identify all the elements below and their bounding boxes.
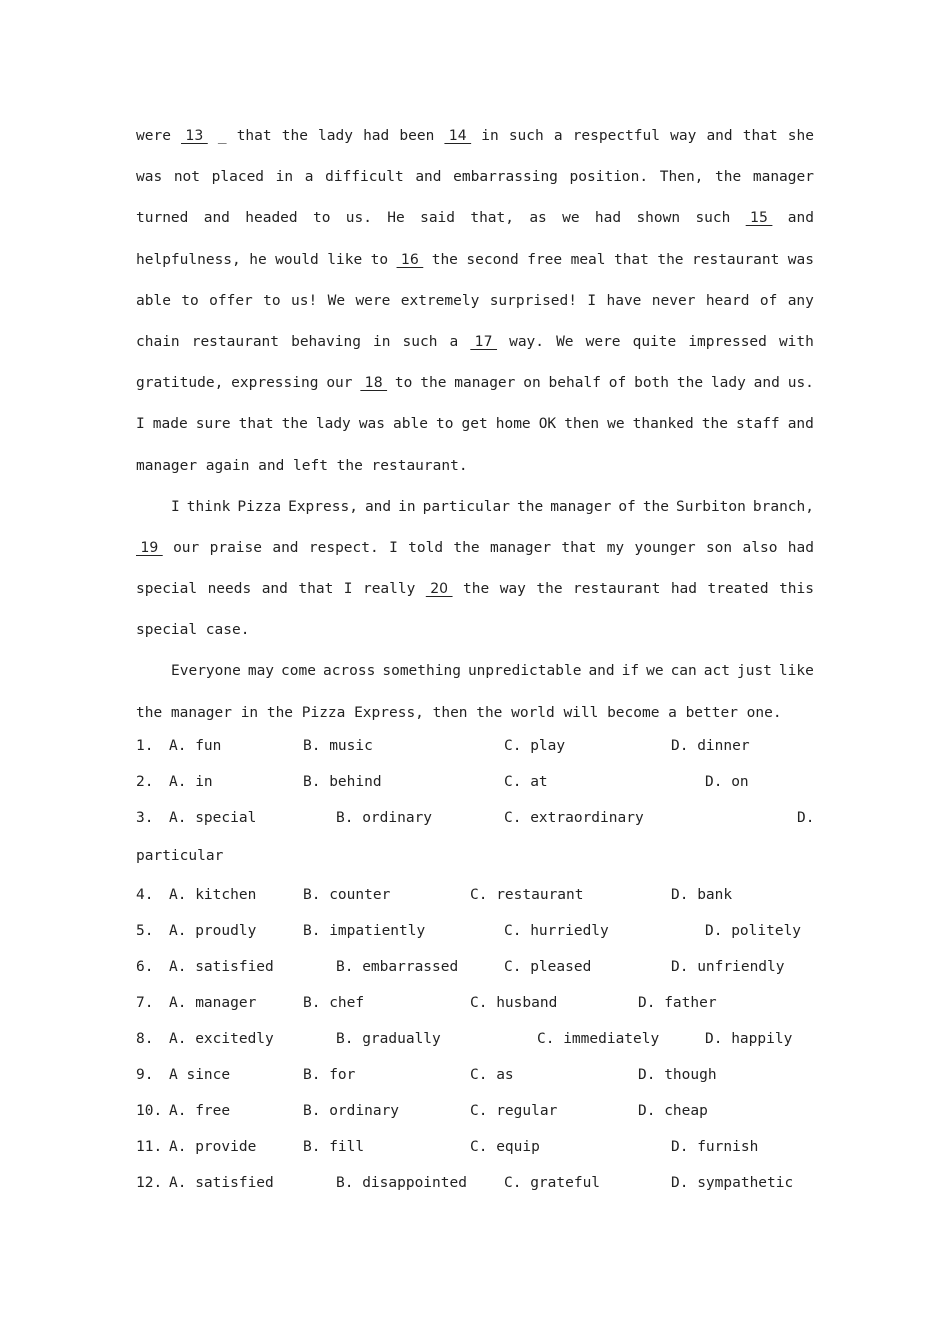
- word: had: [363, 128, 390, 144]
- option-row: [136, 1057, 814, 1093]
- option-a: A. special: [169, 809, 257, 826]
- word: to: [312, 210, 331, 227]
- text-line: [136, 487, 814, 528]
- word: son: [705, 539, 733, 556]
- word: second: [466, 251, 519, 268]
- word: way.: [509, 333, 545, 350]
- word: praise: [209, 539, 262, 556]
- word: to: [370, 251, 389, 268]
- option-b: B. impatiently: [303, 922, 426, 939]
- option-b: B. behind: [303, 773, 382, 790]
- question-number: 8.: [136, 1030, 154, 1047]
- word: the: [266, 704, 294, 721]
- word: the: [281, 416, 308, 433]
- word: respectful: [572, 128, 661, 144]
- option-b: B. embarrassed: [336, 958, 459, 975]
- word: any: [787, 292, 814, 309]
- option-row: [136, 877, 814, 913]
- word: in: [240, 704, 259, 721]
- option-c: C. hurriedly: [504, 922, 609, 939]
- word: had: [594, 210, 622, 227]
- word: one.: [746, 704, 782, 721]
- word: such: [695, 210, 731, 227]
- word: restaurant: [692, 251, 780, 268]
- word: had: [787, 539, 814, 556]
- answer-blank: 20: [425, 581, 453, 598]
- word: to: [394, 375, 413, 392]
- word: the: [642, 498, 670, 515]
- option-c: C. as: [470, 1066, 514, 1083]
- option-d: D. furnish: [671, 1138, 759, 1155]
- word: were: [355, 292, 391, 309]
- word: the: [701, 416, 728, 433]
- word: that: [298, 581, 334, 598]
- word: he: [249, 251, 267, 268]
- text-line: [136, 157, 814, 198]
- word: that: [742, 128, 778, 144]
- option-row: [136, 800, 814, 836]
- word: just: [736, 663, 772, 680]
- word: Pizza: [301, 704, 346, 721]
- word: and: [706, 128, 733, 144]
- text-line: [136, 281, 814, 322]
- option-b: B. fill: [303, 1138, 365, 1155]
- passage: [136, 116, 814, 734]
- word: manager: [550, 498, 612, 515]
- word: the: [676, 375, 704, 392]
- option-c: C. grateful: [504, 1174, 601, 1191]
- word: then: [432, 704, 468, 721]
- option-row: [136, 728, 814, 764]
- word: had: [670, 581, 698, 598]
- word: in: [398, 498, 416, 515]
- question-number: 12.: [136, 1174, 163, 1191]
- text-line: [136, 404, 814, 445]
- word: will: [563, 704, 599, 721]
- option-row: [136, 913, 814, 949]
- word: OK: [538, 416, 557, 433]
- word: on: [523, 375, 541, 392]
- word: case.: [205, 622, 250, 639]
- word: special: [136, 622, 198, 639]
- word: the: [336, 457, 363, 474]
- answer-blank: 18: [360, 375, 388, 392]
- word: We: [327, 292, 346, 309]
- answer-blank: 17: [470, 333, 498, 350]
- word: and: [258, 457, 285, 474]
- word: I: [389, 539, 398, 556]
- word: Everyone: [171, 663, 241, 680]
- word: restaurant: [573, 581, 661, 598]
- answer-blank: 15: [745, 210, 773, 227]
- word: particular: [422, 498, 510, 515]
- word: of: [608, 375, 627, 392]
- word: this: [779, 581, 814, 598]
- word: treated: [707, 581, 769, 598]
- option-c: C. at: [504, 773, 548, 790]
- word: us.: [787, 375, 814, 392]
- option-b: B. ordinary: [303, 1102, 400, 1119]
- word: and: [272, 539, 299, 556]
- option-b: B. for: [303, 1066, 356, 1083]
- word: to: [436, 416, 454, 433]
- word: that: [236, 128, 272, 144]
- option-c: C. extraordinary: [504, 809, 644, 826]
- word: that: [561, 539, 597, 556]
- word: she: [787, 128, 814, 144]
- word: way: [670, 128, 697, 144]
- word: that,: [470, 210, 514, 227]
- word: position.: [569, 169, 649, 186]
- option-c: C. regular: [470, 1102, 558, 1119]
- question-number: 11.: [136, 1138, 163, 1155]
- word: and: [588, 663, 615, 680]
- answer-blank: 14: [444, 128, 472, 144]
- word: in: [481, 128, 499, 144]
- question-number: 5.: [136, 922, 154, 939]
- word: Express,: [288, 498, 358, 515]
- question-number: 1.: [136, 737, 154, 754]
- word: like: [778, 663, 814, 680]
- text-line: [136, 116, 814, 157]
- word: and: [415, 169, 442, 186]
- word: told: [408, 539, 444, 556]
- word: and: [203, 210, 230, 227]
- option-a: A. excitedly: [169, 1030, 274, 1047]
- word: in: [275, 169, 294, 186]
- word: manager: [752, 169, 814, 186]
- word: embarrassing: [453, 169, 558, 186]
- word: a: [449, 333, 459, 350]
- word: placed: [211, 169, 265, 186]
- text-line: [136, 198, 814, 239]
- word: headed: [245, 210, 298, 227]
- text-line: [136, 240, 814, 281]
- word: such: [508, 128, 544, 144]
- option-b: B. gradually: [336, 1030, 441, 1047]
- word: home: [495, 416, 531, 433]
- option-b: B. ordinary: [336, 809, 433, 826]
- word: a: [553, 128, 563, 144]
- word: would: [275, 251, 319, 268]
- word: not: [173, 169, 201, 186]
- word: think: [186, 498, 231, 515]
- word: made: [152, 416, 188, 433]
- word: of: [618, 498, 636, 515]
- option-b: B. chef: [303, 994, 365, 1011]
- word: restaurant.: [371, 457, 468, 474]
- option-c: C. pleased: [504, 958, 592, 975]
- word: world: [511, 704, 555, 721]
- option-d-continued: particular: [136, 847, 224, 864]
- word: branch,: [752, 498, 814, 515]
- word: the: [463, 581, 490, 598]
- option-a: A. in: [169, 773, 213, 790]
- word: surprised!: [489, 292, 577, 309]
- word: manager: [170, 704, 232, 721]
- word: lady: [318, 128, 353, 144]
- word: that: [613, 251, 649, 268]
- word: restaurant: [191, 333, 280, 350]
- word: can: [670, 663, 697, 680]
- answer-blank: 13: [181, 128, 208, 144]
- option-row: [136, 949, 814, 985]
- word: lady: [710, 375, 746, 392]
- option-row: [136, 764, 814, 800]
- option-a: A. satisfied: [169, 1174, 274, 1191]
- option-row: [136, 1093, 814, 1129]
- word: again: [205, 457, 250, 474]
- word: I: [343, 581, 353, 598]
- word: special: [136, 581, 198, 598]
- word: then: [564, 416, 600, 433]
- word: a: [668, 704, 677, 721]
- question-number: 7.: [136, 994, 154, 1011]
- word: act: [703, 663, 730, 680]
- option-c: C. immediately: [537, 1030, 660, 1047]
- word: a: [304, 169, 314, 186]
- option-d: D. unfriendly: [671, 958, 785, 975]
- option-c: C. play: [504, 737, 566, 754]
- option-d: D.: [797, 809, 815, 826]
- word: difficult: [325, 169, 404, 186]
- word: if: [621, 663, 640, 680]
- option-continuation: [136, 836, 814, 877]
- word: free: [527, 251, 563, 268]
- word: extremely: [400, 292, 480, 309]
- word: my: [606, 539, 625, 556]
- word: and: [787, 416, 814, 433]
- word: really: [362, 581, 416, 598]
- word: come: [281, 663, 316, 680]
- word: the: [476, 704, 503, 721]
- word: was: [136, 169, 163, 186]
- word: like: [327, 251, 363, 268]
- word: the: [281, 128, 308, 144]
- word: needs: [207, 581, 252, 598]
- question-number: 3.: [136, 809, 154, 826]
- option-c: C. equip: [470, 1138, 540, 1155]
- word: thanked: [632, 416, 694, 433]
- text-line: [136, 322, 814, 363]
- question-number: 9.: [136, 1066, 154, 1083]
- word: the: [536, 581, 563, 598]
- option-a: A. manager: [169, 994, 257, 1011]
- word: we: [646, 663, 664, 680]
- answer-blank: 19: [136, 539, 163, 556]
- option-d: D. dinner: [671, 737, 750, 754]
- option-a: A. free: [169, 1102, 231, 1119]
- option-a: A. provide: [169, 1138, 257, 1155]
- word: that: [238, 416, 274, 433]
- word: unpredictable: [467, 663, 582, 680]
- question-number: 6.: [136, 958, 154, 975]
- word: in: [373, 333, 391, 350]
- text-line: [136, 569, 814, 610]
- word: manager: [454, 375, 516, 392]
- word: behalf: [548, 375, 601, 392]
- option-a: A. satisfied: [169, 958, 274, 975]
- word: turned: [136, 210, 189, 227]
- option-d: D. happily: [705, 1030, 793, 1047]
- word: the: [431, 251, 458, 268]
- word: such: [402, 333, 438, 350]
- word: expressing: [231, 375, 319, 392]
- paragraph: [136, 487, 814, 652]
- word: the: [715, 169, 742, 186]
- word: way: [499, 581, 526, 598]
- word: _: [217, 128, 227, 144]
- option-c: C. husband: [470, 994, 558, 1011]
- word: never: [651, 292, 696, 309]
- word: the: [657, 251, 684, 268]
- word: impressed: [688, 333, 767, 350]
- option-b: B. counter: [303, 886, 391, 903]
- text-line: [136, 528, 814, 569]
- word: lady: [315, 416, 351, 433]
- word: I: [171, 498, 180, 515]
- answer-options: [136, 728, 814, 1201]
- word: and: [787, 210, 814, 227]
- word: were: [136, 128, 171, 144]
- word: Surbiton: [676, 498, 746, 515]
- word: we: [562, 210, 580, 227]
- word: sure: [195, 416, 231, 433]
- word: been: [399, 128, 435, 144]
- word: left: [293, 457, 328, 474]
- word: heard: [705, 292, 750, 309]
- paragraph: [136, 651, 814, 733]
- word: helpfulness,: [136, 251, 241, 268]
- word: respect.: [308, 539, 379, 556]
- word: to: [181, 292, 199, 309]
- word: us!: [291, 292, 318, 309]
- word: and: [261, 581, 288, 598]
- word: I: [587, 292, 597, 309]
- option-a: A. proudly: [169, 922, 257, 939]
- word: Express,: [354, 704, 424, 721]
- paragraph: [136, 116, 814, 487]
- option-a: A. kitchen: [169, 886, 257, 903]
- word: the: [136, 704, 163, 721]
- option-d: D. politely: [705, 922, 802, 939]
- option-d: D. father: [638, 994, 717, 1011]
- word: was: [358, 416, 386, 433]
- word: I: [136, 416, 145, 433]
- option-a: A. fun: [169, 737, 222, 754]
- word: shown: [636, 210, 681, 227]
- option-row: [136, 1021, 814, 1057]
- text-line: [136, 651, 814, 692]
- word: said: [420, 210, 456, 227]
- option-c: C. restaurant: [470, 886, 584, 903]
- word: gratitude,: [136, 375, 224, 392]
- text-line: [136, 446, 814, 487]
- word: our: [173, 539, 200, 556]
- text-line: [136, 363, 814, 404]
- word: He: [387, 210, 405, 227]
- word: Pizza: [237, 498, 282, 515]
- answer-blank: 16: [396, 251, 424, 268]
- word: were: [585, 333, 621, 350]
- word: across: [322, 663, 376, 680]
- word: both: [634, 375, 670, 392]
- option-row: [136, 1129, 814, 1165]
- word: able: [136, 292, 171, 309]
- word: staff: [736, 416, 780, 433]
- word: meal: [570, 251, 606, 268]
- word: as: [529, 210, 547, 227]
- word: to: [263, 292, 281, 309]
- option-d: D. on: [705, 773, 749, 790]
- question-number: 10.: [136, 1102, 163, 1119]
- word: us.: [345, 210, 372, 227]
- question-number: 4.: [136, 886, 154, 903]
- word: and: [364, 498, 392, 515]
- word: the: [420, 375, 447, 392]
- option-a: A since: [169, 1066, 231, 1083]
- word: offer: [209, 292, 253, 309]
- word: Then,: [659, 169, 704, 186]
- option-d: D. sympathetic: [671, 1174, 794, 1191]
- word: able: [393, 416, 428, 433]
- word: better: [685, 704, 738, 721]
- option-b: B. music: [303, 737, 373, 754]
- word: something: [382, 663, 461, 680]
- word: may: [247, 663, 275, 680]
- option-b: B. disappointed: [336, 1174, 467, 1191]
- word: with: [778, 333, 814, 350]
- word: get: [461, 416, 488, 433]
- word: of: [759, 292, 778, 309]
- word: manager: [489, 539, 552, 556]
- option-row: [136, 1165, 814, 1201]
- word: younger: [634, 539, 696, 556]
- option-d: D. though: [638, 1066, 717, 1083]
- question-number: 2.: [136, 773, 154, 790]
- word: the: [516, 498, 544, 515]
- word: We: [556, 333, 574, 350]
- word: we: [607, 416, 625, 433]
- word: manager: [136, 457, 198, 474]
- option-row: [136, 985, 814, 1021]
- option-d: D. bank: [671, 886, 733, 903]
- word: behaving: [291, 333, 361, 350]
- word: quite: [632, 333, 677, 350]
- word: was: [787, 251, 814, 268]
- word: the: [453, 539, 480, 556]
- document-page: [136, 116, 814, 1201]
- word: and: [753, 375, 780, 392]
- word: have: [606, 292, 642, 309]
- word: chain: [136, 333, 180, 350]
- word: become: [607, 704, 660, 721]
- text-line: [136, 610, 814, 651]
- word: our: [326, 375, 353, 392]
- word: also: [742, 539, 778, 556]
- option-d: D. cheap: [638, 1102, 708, 1119]
